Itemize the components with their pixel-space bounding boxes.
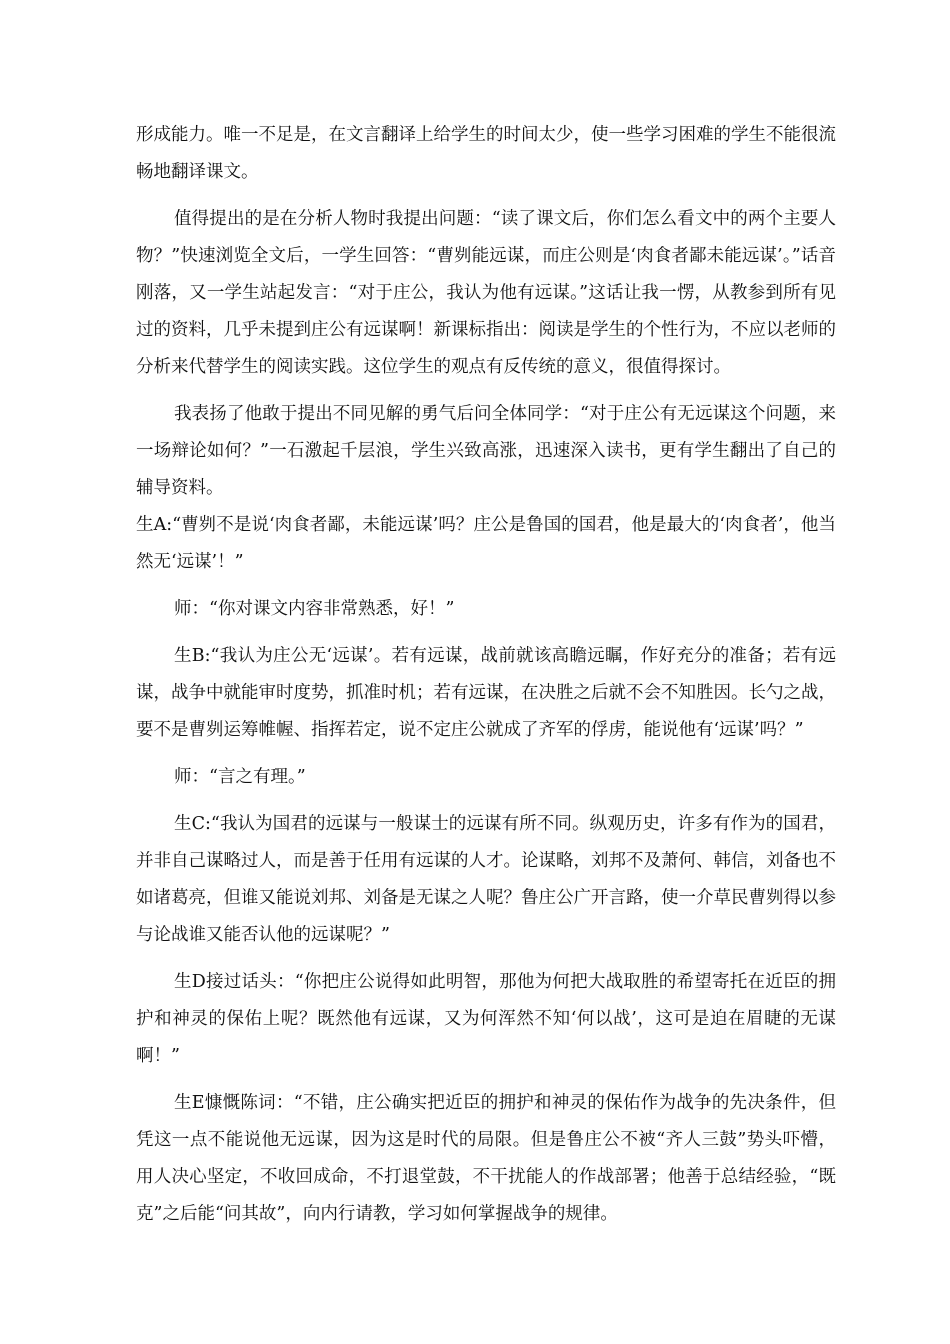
document-page [136, 117, 836, 1243]
paragraph-teacher-2: 师：“言之有理。” [174, 767, 306, 787]
paragraph-3: 我表扬了他敢于提出不同见解的勇气后问全体同学：“对于庄公有无远谋这个问题，来一场辩论如何？”一石激起千层浪，学生兴致高涨，迅速深入读书，更有学生翻出了自己的辅导资料。 [136, 404, 836, 498]
paragraph-1: 形成能力。唯一不足是，在文言翻译上给学生的时间太少，使一些学习困难的学生不能很流畅地翻译课文。 [136, 125, 836, 182]
paragraph-student-a: 生A:“曹刿不是说‘肉食者鄙，未能远谋’吗？庄公是鲁国的国君，他是最大的‘肉食者’，他当然无‘远谋’！” [136, 515, 836, 572]
paragraph-student-d: 生D接过话头：“你把庄公说得如此明智，那他为何把大战取胜的希望寄托在近臣的拥护和神灵的保佑上呢？既然他有远谋，又为何浑然不知‘何以战’，这可是迫在眉睫的无谋啊！” [136, 972, 836, 1066]
paragraph-teacher-1: 师：“你对课文内容非常熟悉，好！” [174, 599, 455, 619]
paragraph-student-b: 生B:“我认为庄公无‘远谋’。若有远谋，战前就该高瞻远瞩，作好充分的准备；若有远谋，战争中就能审时度势，抓准时机；若有远谋，在决胜之后就不会不知胜因。长勺之战，要不是曹刿运筹帷幄、指挥若定，说不定庄公就成了齐军的俘虏，能说他有‘远谋’吗？” [136, 646, 836, 740]
paragraph-student-c: 生C:“我认为国君的远谋与一般谋士的远谋有所不同。纵观历史，许多有作为的国君，并非自己谋略过人，而是善于任用有远谋的人才。论谋略，刘邦不及萧何、韩信，刘备也不如诸葛亮，但谁又能说刘邦、刘备是无谋之人呢？鲁庄公广开言路，使一介草民曹刿得以参与论战谁又能否认他的远谋呢？” [136, 814, 836, 945]
paragraph-2: 值得提出的是在分析人物时我提出问题：“读了课文后，你们怎么看文中的两个主要人物？”快速浏览全文后，一学生回答：“曹刿能远谋，而庄公则是‘肉食者鄙未能远谋’。”话音刚落，又一学生站起发言：“对于庄公，我认为他有远谋。”这话让我一愣，从教参到所有见过的资料，几乎未提到庄公有远谋啊！新课标指出：阅读是学生的个性行为，不应以老师的分析来代替学生的阅读实践。这位学生的观点有反传统的意义，很值得探讨。 [136, 209, 836, 377]
paragraph-student-e: 生E慷慨陈词：“不错，庄公确实把近臣的拥护和神灵的保佑作为战争的先决条件，但凭这一点不能说他无远谋，因为这是时代的局限。但是鲁庄公不被“齐人三鼓”势头吓懵，用人决心坚定，不收回成命，不打退堂鼓，不干扰能人的作战部署；他善于总结经验，“既克”之后能“问其故”，向内行请教，学习如何掌握战争的规律。 [136, 1093, 836, 1224]
